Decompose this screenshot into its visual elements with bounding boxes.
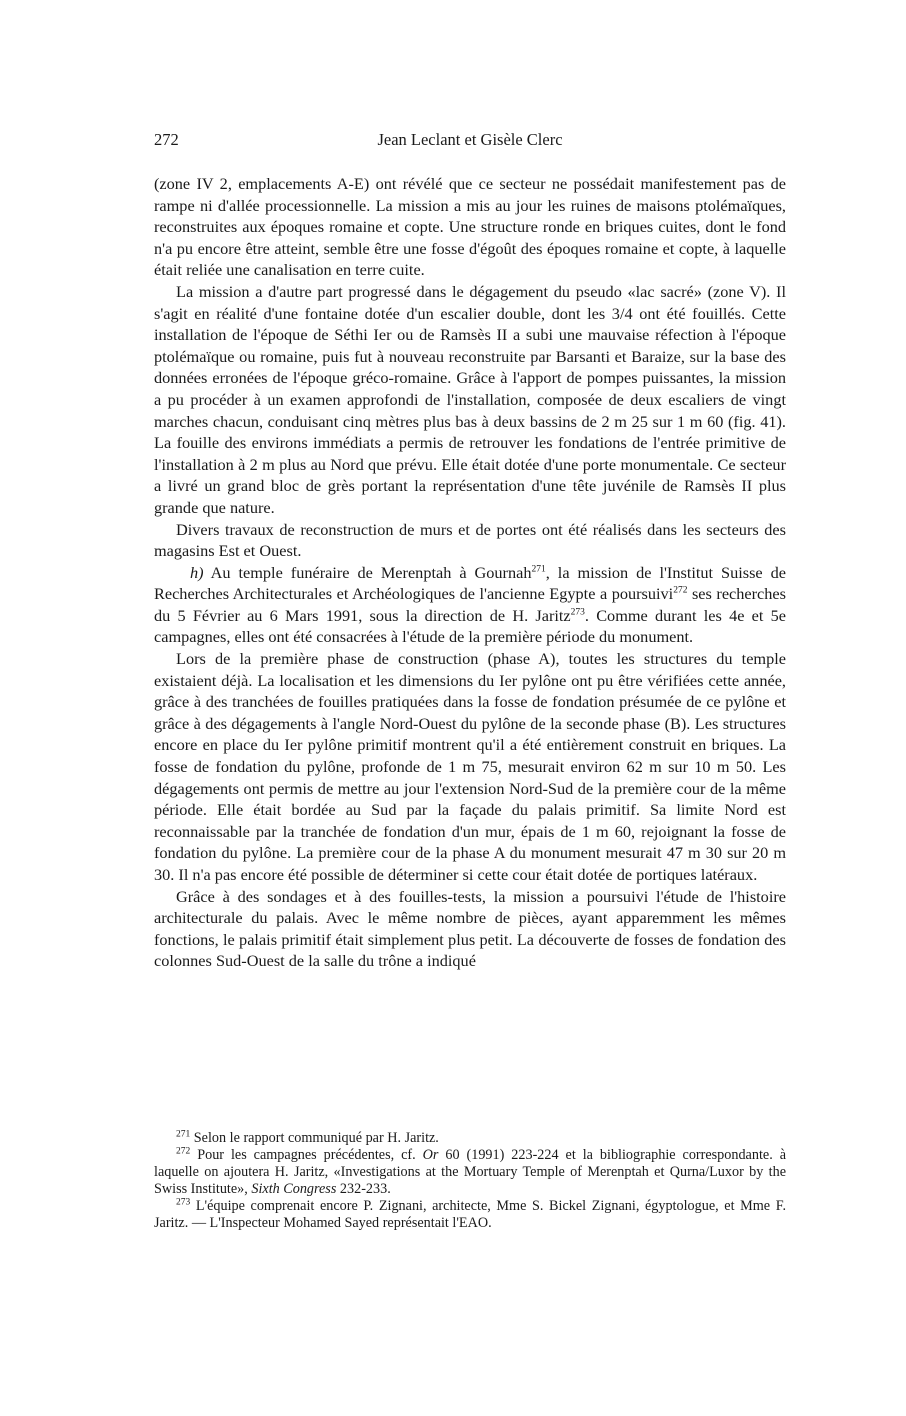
footnote-text: Selon le rapport communiqué par H. Jaritz. — [190, 1130, 439, 1146]
footnote-number: 273 — [176, 1197, 191, 1208]
footnote-text: 232-233. — [336, 1181, 391, 1197]
paragraph-4 — [154, 562, 786, 648]
footnote-ref-273: 273 — [570, 607, 585, 618]
footnote-text: 60 (1991) 223-224 et la bibliographie correspondante. à laquelle on ajoutera H. Jaritz, «Investigations at the Mortuary Temple of Merenptah et Qurna/Luxor by the Swiss Institute», — [154, 1147, 786, 1197]
paragraph-3: Divers travaux de reconstruction de murs et de portes ont été réalisés dans les secteurs des magasins Est et Ouest. — [154, 519, 786, 561]
footnote-272 — [154, 1147, 786, 1198]
running-head — [154, 130, 786, 154]
footnote-text: L'équipe comprenait encore P. Zignani, architecte, Mme S. Bickel Zignani, égyptologue, et Mme F. Jaritz. — L'Inspecteur Mohamed Sayed représentait l'EAO. — [154, 1198, 786, 1231]
page-number: 272 — [154, 130, 179, 149]
paragraph-2: La mission a d'autre part progressé dans le dégagement du pseudo «lac sacré» (zone V). Il s'agit en réalité d'une fontaine dotée d'un escalier double, dont les 3/4 ont été fouillés. Cette installation de l'époque de Séthi Ier ou de Ramsès II a subi une mauvaise réfection à l'époque ptolémaïque ou romaine, puis fut à nouveau reconstruite par Barsanti et Baraize, sur la base des données erronées de l'époque gréco-romaine. Grâce à l'apport de pompes puissantes, la mission a pu procéder à un examen approfondi de l'installation, composée de deux escaliers de vingt marches chacun, conduisant cinq mètres plus bas à deux bassins de 2 m 25 sur 1 m 60 (fig. 41). La fouille des environs immédiats a permis de retrouver les fondations de l'entrée primitive de l'installation à 2 m plus au Nord que prévu. Elle était dotée d'une porte monumentale. Ce secteur a livré un grand bloc de grès portant la représentation d'une tête juvénile de Ramsès II plus grande que nature. — [154, 281, 786, 517]
running-title: Jean Leclant et Gisèle Clerc — [377, 130, 563, 149]
paragraph-4-text-2: , la mission de l'Institut Suisse de Recherches Architecturales et Archéologiques de l'ancienne Egypte a poursuivi — [154, 562, 786, 604]
footnote-271 — [154, 1130, 786, 1147]
paragraph-4-text-1: Au temple funéraire de Merenptah à Gournah — [203, 562, 532, 582]
publication-title: Sixth Congress — [251, 1181, 337, 1197]
footnote-text: Pour les campagnes précédentes, cf. — [190, 1147, 423, 1163]
footnote-ref-272: 272 — [673, 585, 688, 596]
paragraph-1: (zone IV 2, emplacements A-E) ont révélé que ce secteur ne possédait manifestement pas de rampe ni d'allée processionnelle. La mission a mis au jour les ruines de maisons ptolémaïques, reconstruites aux époques romaine et copte. Une structure ronde en briques cuites, dont le fond n'a pu encore être atteint, semble être une fosse d'égoût des époques romaine et copte, à laquelle était reliée une canalisation en terre cuite. — [154, 174, 786, 280]
footnotes — [154, 1130, 786, 1232]
section-label: h) — [190, 562, 204, 582]
journal-abbrev: Or — [422, 1147, 439, 1163]
footnote-number: 272 — [176, 1146, 191, 1157]
body-text — [154, 173, 786, 972]
footnote-number: 271 — [176, 1129, 191, 1140]
footnote-ref-271: 271 — [531, 564, 546, 575]
footnote-273 — [154, 1198, 786, 1232]
paragraph-6: Grâce à des sondages et à des fouilles-tests, la mission a poursuivi l'étude de l'histoire architecturale du palais. Avec le même nombre de pièces, ayant apparemment les mêmes fonctions, le palais primitif était simplement plus petit. La découverte de fosses de fondation des colonnes Sud-Ouest de la salle du trône a indiqué — [154, 886, 786, 971]
paragraph-4-text-3: ses recherches du 5 Février au 6 Mars 1991, sous la direction de H. Jaritz — [154, 584, 786, 625]
paragraph-4-text-4: . Comme durant les 4e et 5e campagnes, elles ont été consacrées à l'étude de la première période du monument. — [154, 605, 786, 647]
paragraph-5: Lors de la première phase de construction (phase A), toutes les structures du temple existaient déjà. La localisation et les dimensions du Ier pylône ont pu être vérifiées cette année, grâce à des tranchées de fouilles pratiquées dans la fosse de fondation présumée de ce pylône et grâce à des dégagements à l'angle Nord-Ouest du pylône de la seconde phase (B). Les structures encore en place du Ier pylône primitif montrent qu'il a été entièrement construit en briques. La fosse de fondation du pylône, profonde de 1 m 75, mesurait environ 62 m sur 10 m 50. Les dégagements ont permis de mettre au jour l'extension Nord-Sud de la première cour de la même période. Elle était bordée au Sud par la façade du palais primitif. Sa limite Nord est reconnaissable par la tranchée de fondation d'un mur, épais de 1 m 60, rejoignant la fosse de fondation du pylône. La première cour de la phase A du monument mesurait 47 m 30 sur 20 m 30. Il n'a pas encore été possible de déterminer si cette cour était dotée de portiques latéraux. — [154, 649, 786, 884]
